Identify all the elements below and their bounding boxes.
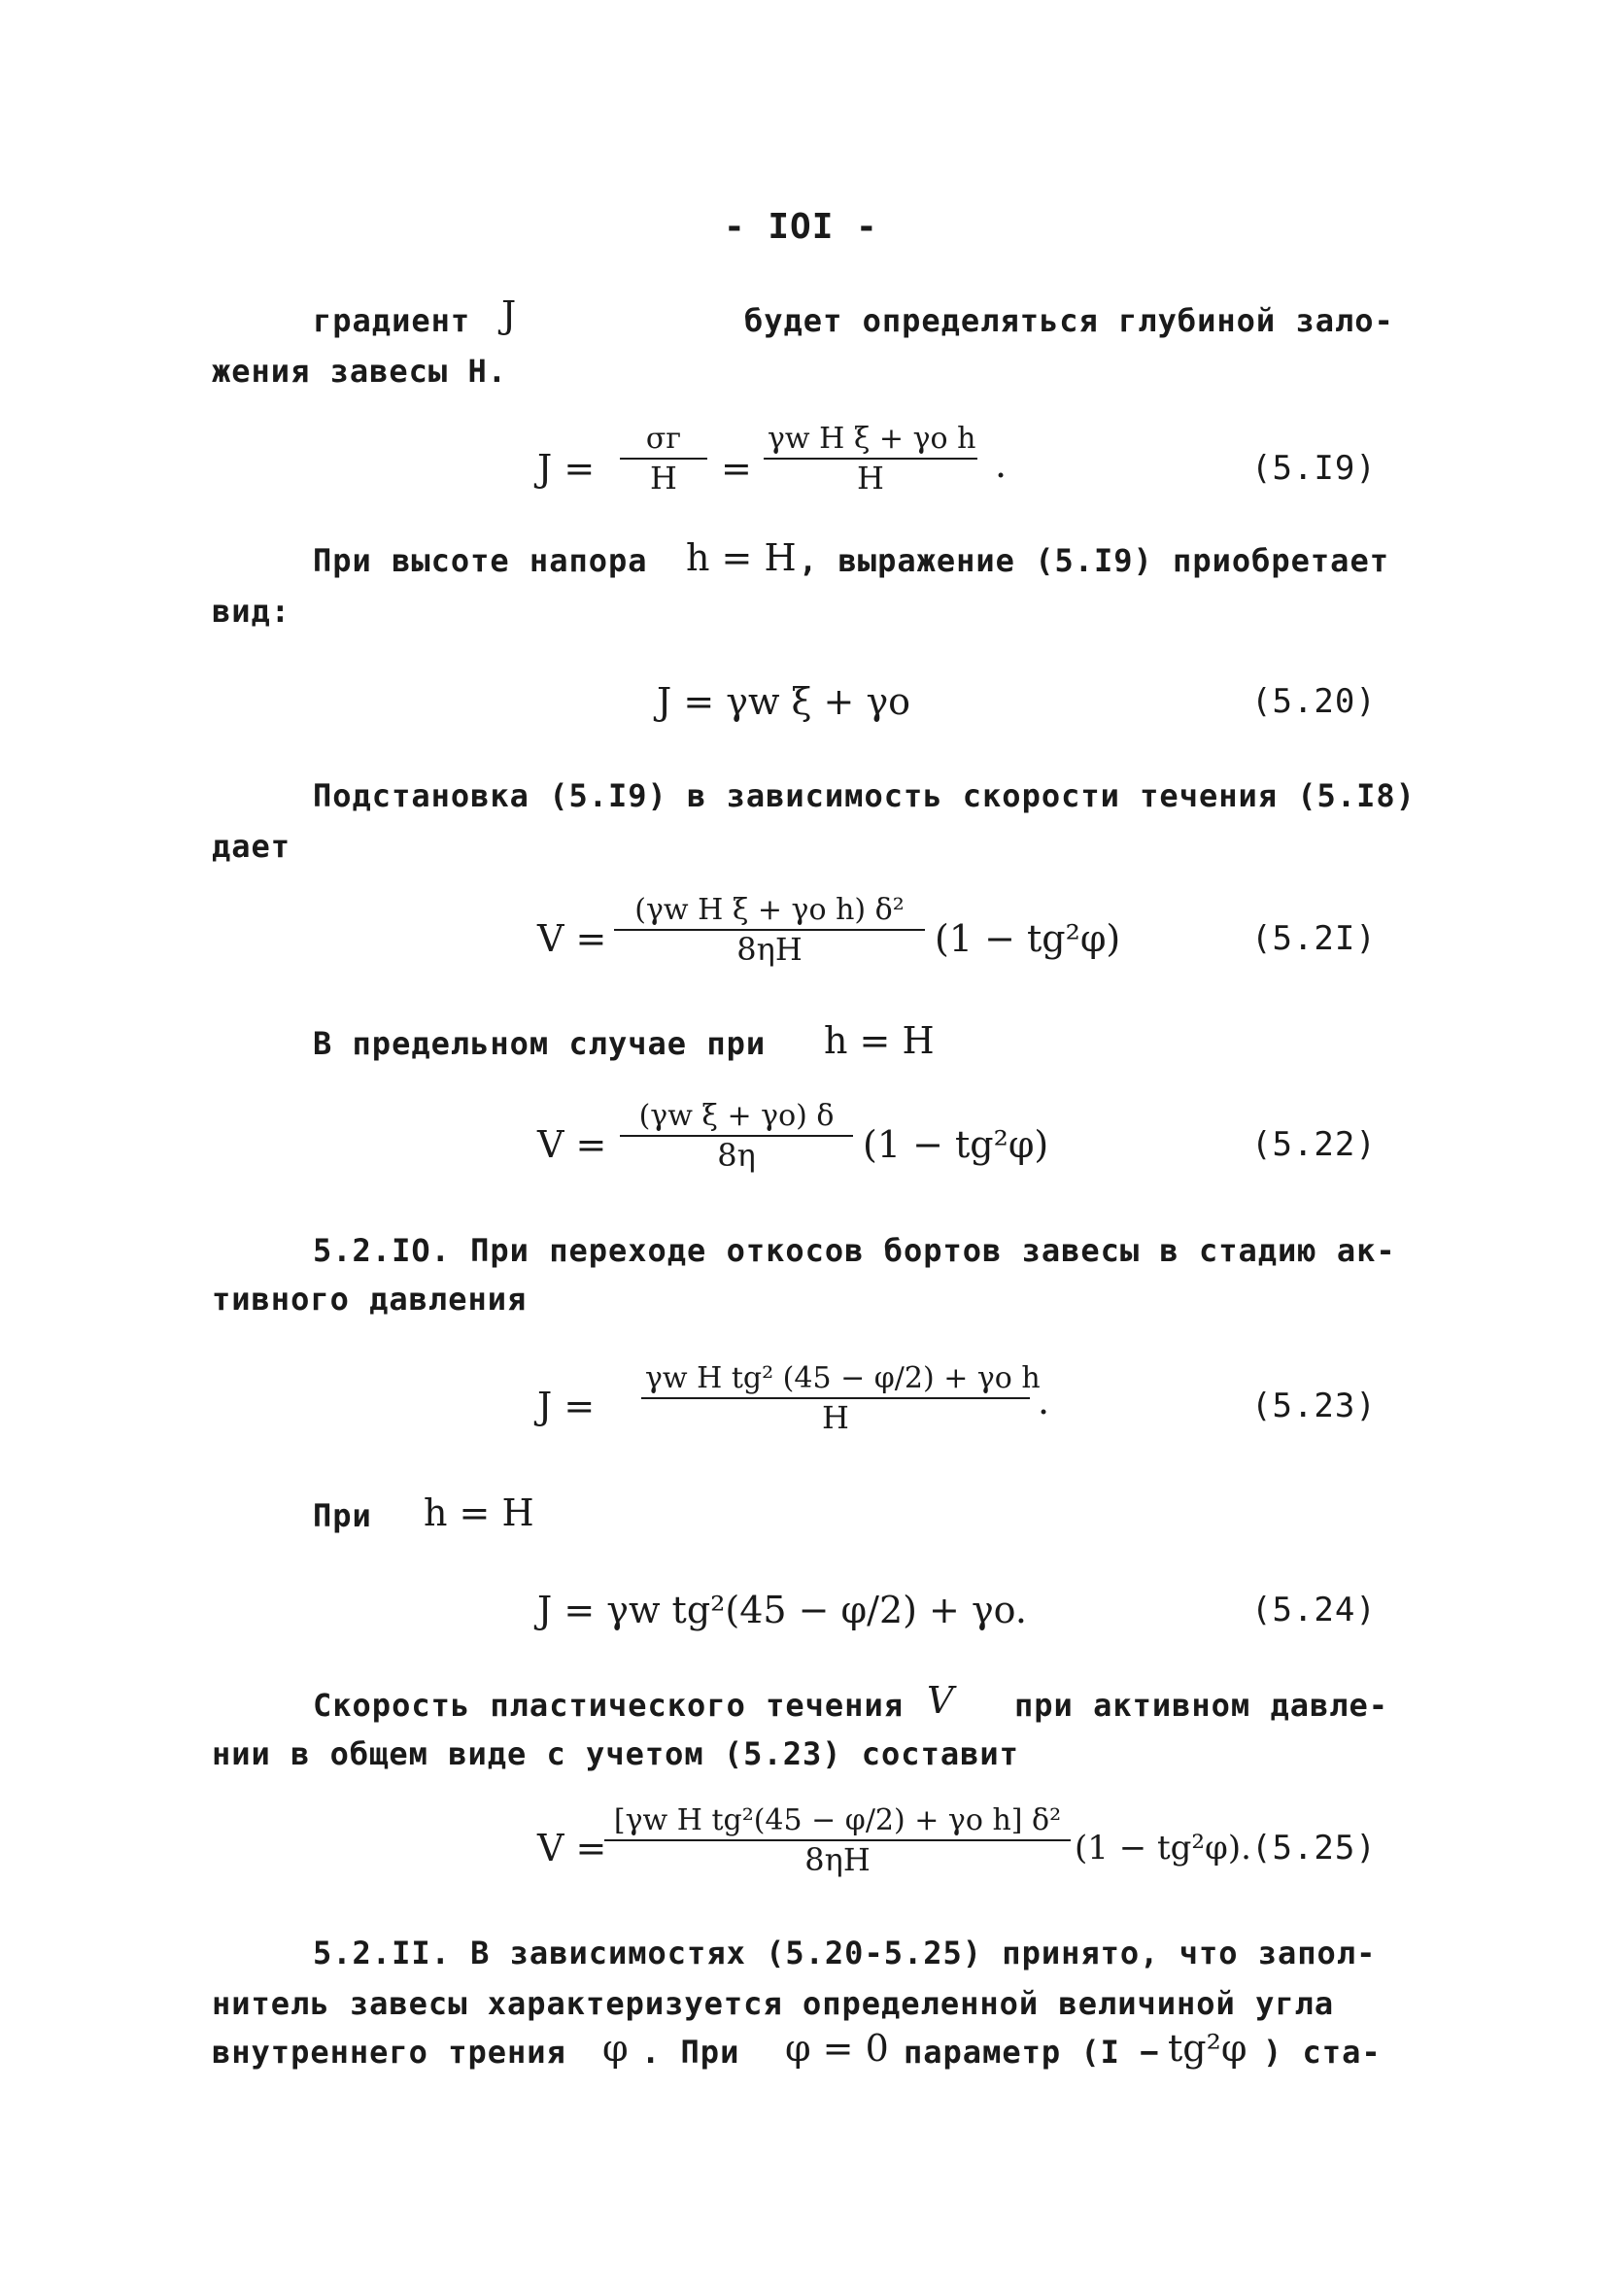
equation-5-19-tail: .	[995, 443, 1008, 486]
equation-5-21-lhs: V =	[537, 917, 607, 960]
paragraph-3-line-2: дает	[212, 828, 291, 865]
paragraph-5-line-2: тивного давления	[212, 1281, 528, 1318]
equation-5-19-lhs: J =	[537, 447, 596, 490]
equation-5-22-tail: (1 − tg²φ)	[863, 1123, 1049, 1166]
paragraph-2-line-2: вид:	[212, 593, 291, 630]
paragraph-6-text: При	[313, 1497, 372, 1534]
equation-5-22-denominator: 8η	[717, 1137, 756, 1174]
equation-5-25-lhs: V =	[537, 1827, 607, 1869]
equation-5-23-tail: .	[1038, 1380, 1050, 1422]
gradient-symbol: J	[501, 293, 517, 336]
paragraph-8-line-1: 5.2.II. В зависимостях (5.20-5.25) принято, что запол-	[313, 1935, 1377, 1971]
equation-5-21-denominator: 8ηH	[736, 931, 803, 968]
equation-5-19-fraction-1	[620, 421, 707, 497]
equation-5-21-fraction	[614, 892, 925, 968]
equation-5-21-label: (5.2I)	[1251, 919, 1377, 958]
fraction-2-denominator: H	[857, 460, 884, 497]
equation-5-23-label: (5.23)	[1251, 1387, 1377, 1425]
equation-5-24: J = γw tg²(45 − φ/2) + γo.	[537, 1589, 1027, 1631]
fraction-1-numerator: σг	[620, 421, 707, 460]
velocity-symbol: V	[927, 1679, 954, 1722]
phi-symbol: φ	[602, 2027, 629, 2070]
fraction-1-denominator: H	[650, 460, 677, 497]
paragraph-7-line-1b: при активном давле-	[1014, 1687, 1389, 1724]
paragraph-1-line-1a: градиент	[313, 302, 471, 339]
equation-5-22-label: (5.22)	[1251, 1125, 1377, 1164]
equation-5-23-fraction	[641, 1360, 1041, 1436]
tg-squared-phi: tg²φ	[1168, 2027, 1247, 2070]
equation-5-25-label: (5.25)	[1251, 1829, 1377, 1868]
h-equals-H: h = H	[686, 536, 797, 579]
fraction-2-numerator: γw H ξ + γo h	[764, 421, 977, 460]
h-equals-H-3: h = H	[424, 1491, 534, 1534]
paragraph-7-line-1a: Скорость пластического течения	[313, 1687, 904, 1724]
paragraph-1-line-1b: будет определяться глубиной зало-	[744, 302, 1394, 339]
equation-5-21-tail: (1 − tg²φ)	[935, 917, 1121, 960]
equation-5-19-equals: =	[721, 447, 752, 490]
paragraph-2-line-1a: При высоте напора	[313, 542, 648, 579]
equation-5-24-label: (5.24)	[1251, 1591, 1377, 1629]
paragraph-4-text: В предельном случае при	[313, 1025, 767, 1062]
h-equals-H-2: h = H	[824, 1019, 935, 1062]
paragraph-3-line-1: Подстановка (5.I9) в зависимость скорости течения (5.I8)	[313, 777, 1416, 814]
equation-5-25-tail: (1 − tg²φ).	[1075, 1829, 1251, 1868]
equation-5-25-fraction	[604, 1802, 1071, 1878]
equation-5-23-numerator: γw H tg² (45 − φ/2) + γo h	[641, 1360, 1030, 1399]
equation-5-22-fraction	[620, 1098, 853, 1174]
equation-5-19-label: (5.I9)	[1251, 449, 1377, 488]
paragraph-8-line-3a: внутреннего трения	[212, 2034, 566, 2071]
paragraph-2-line-1b: , выражение (5.I9) приобретает	[799, 542, 1389, 579]
paragraph-8-line-3d: ) ста-	[1263, 2034, 1382, 2071]
equation-5-20: J = γw ξ + γo	[657, 680, 911, 723]
equation-5-23-lhs: J =	[537, 1385, 596, 1427]
paragraph-8-line-2: нитель завесы характеризуется определенной величиной угла	[212, 1985, 1335, 2022]
paragraph-8-line-3c: параметр (I −	[904, 2034, 1160, 2071]
paragraph-1-line-2: жения завесы H.	[212, 353, 507, 390]
page-number: - IOI -	[724, 207, 878, 247]
equation-5-25-numerator: [γw H tg²(45 − φ/2) + γo h] δ²	[604, 1802, 1071, 1841]
paragraph-8-line-3b: . При	[641, 2034, 740, 2071]
equation-5-25-denominator: 8ηH	[804, 1841, 871, 1878]
equation-5-21-numerator: (γw H ξ + γo h) δ²	[614, 892, 925, 931]
equation-5-22-numerator: (γw ξ + γo) δ	[620, 1098, 853, 1137]
equation-5-19-fraction-2	[764, 421, 977, 497]
equation-5-20-label: (5.20)	[1251, 682, 1377, 721]
equation-5-23-denominator: H	[822, 1399, 849, 1436]
phi-equals-zero: φ = 0	[785, 2027, 889, 2070]
equation-5-22-lhs: V =	[537, 1123, 607, 1166]
paragraph-5-line-1: 5.2.IO. При переходе откосов бортов завесы в стадию ак-	[313, 1232, 1396, 1269]
paragraph-7-line-2: нии в общем виде с учетом (5.23) составит	[212, 1735, 1019, 1772]
